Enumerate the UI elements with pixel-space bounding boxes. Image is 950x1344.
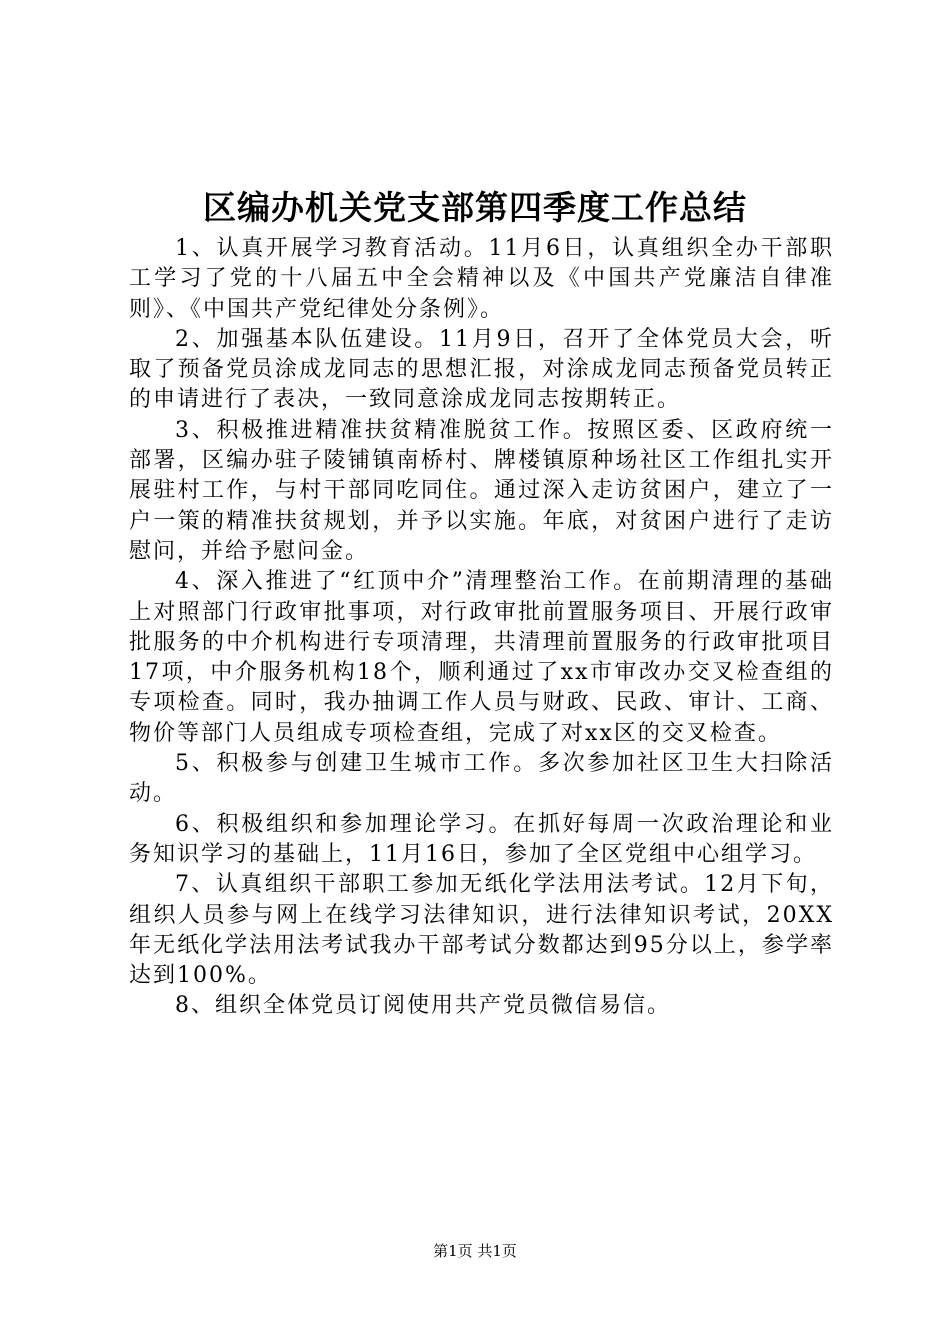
paragraph-6: 6、积极组织和参加理论学习。在抓好每周一次政治理论和业务知识学习的基础上，11月16日，参加了全区党组中心组学习。 — [129, 811, 834, 867]
document-title: 区编办机关党支部第四季度工作总结 — [203, 188, 747, 227]
paragraph-1: 1、认真开展学习教育活动。11月6日，认真组织全办干部职工学习了党的十八届五中全会精神以及《中国共产党廉洁自律准则》、《中国共产党纪律处分条例》。 — [129, 236, 834, 322]
paragraph-7: 7、认真组织干部职工参加无纸化学法用法考试。12月下旬，组织人员参与网上在线学习法律知识，进行法律知识考试，20XX年无纸化学法用法考试我办干部考试分数都达到95分以上，参学率达到100%。 — [129, 872, 834, 989]
paragraph-5: 5、积极参与创建卫生城市工作。多次参加社区卫生大扫除活动。 — [129, 751, 834, 807]
page-number-footer: 第1页 共1页 — [433, 1242, 517, 1260]
paragraph-8: 8、组织全体党员订阅使用共产党员微信易信。 — [175, 993, 671, 1019]
paragraph-4: 4、深入推进了“红顶中介”清理整治工作。在前期清理的基础上对照部门行政审批事项，对行政审批前置服务项目、开展行政审批服务的中介机构进行专项清理，共清理前置服务的行政审批项目17项，中介服务机构18个，顺利通过了xx市审改办交叉检查组的专项检查。同时，我办抽调工作人员与财政、民政、审计、工商、物价等部门人员组成专项检查组，完成了对xx区的交叉检查。 — [129, 569, 834, 746]
paragraph-3: 3、积极推进精准扶贫精准脱贫工作。按照区委、区政府统一部署，区编办驻子陵铺镇南桥村、牌楼镇原种场社区工作组扎实开展驻村工作，与村干部同吃同住。通过深入走访贫困户，建立了一户一策的精准扶贫规划，并予以实施。年底，对贫困户进行了走访慰问，并给予慰问金。 — [129, 417, 834, 564]
paragraph-2: 2、加强基本队伍建设。11月9日，召开了全体党员大会，听取了预备党员涂成龙同志的思想汇报，对涂成龙同志预备党员转正的申请进行了表决，一致同意涂成龙同志按期转正。 — [129, 326, 834, 413]
document-body — [129, 234, 834, 1022]
